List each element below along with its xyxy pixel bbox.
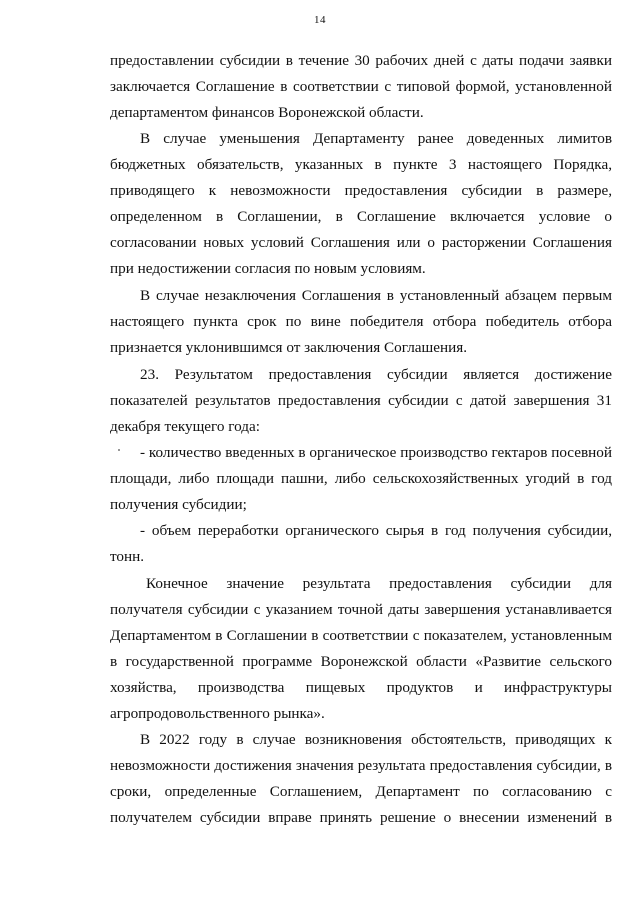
text-line: агропродовольственного рынка». (110, 705, 325, 722)
text-line: согласовании новых условий Соглашения или о расторжении Соглашения (110, 234, 612, 251)
text-line: бюджетных обязательств, указанных в пункте 3 настоящего Порядка, (110, 156, 612, 173)
text-line: невозможности достижения значения результата предоставления субсидии, в (110, 757, 612, 774)
text-line: настоящего пункта срок по вине победителя отбора победитель отбора (110, 313, 612, 330)
paragraph-first-line: Конечное значение результата предоставления субсидии для (146, 575, 612, 592)
text-line: получателем субсидии вправе принять решение о внесении изменений в (110, 809, 612, 826)
text-line: признается уклонившимся от заключения Соглашения. (110, 339, 468, 356)
paragraph-first-line: В 2022 году в случае возникновения обстоятельств, приводящих к (140, 731, 612, 748)
text-line: получателя субсидии с указанием точной даты завершения устанавливается (110, 601, 612, 618)
text-line: приводящего к невозможности предоставления субсидии в размере, (110, 182, 612, 199)
text-line: предоставлении субсидии в течение 30 рабочих дней с даты подачи заявки (110, 52, 612, 69)
text-line: получения субсидии; (110, 496, 247, 513)
text-line: Департаментом в Соглашении в соответствии с показателем, установленным (110, 627, 612, 644)
text-line: тонн. (110, 548, 145, 565)
list-item-first-line: - количество введенных в органическое производство гектаров посевной (140, 444, 612, 461)
paragraph-first-line: В случае незаключения Соглашения в установленный абзацем первым (140, 287, 612, 304)
text-line: хозяйства, производства пищевых продуктов и инфраструктуры (110, 679, 612, 696)
text-line: определенном в Соглашении, в Соглашение включается условие о (110, 208, 612, 225)
text-line: в государственной программе Воронежской области «Развитие сельского (110, 653, 612, 670)
text-line: декабря текущего года: (110, 418, 260, 435)
text-line: департаментом финансов Воронежской области. (110, 104, 424, 121)
text-line: площади, либо площади пашни, либо сельскохозяйственных угодий в год (110, 470, 612, 487)
paragraph-first-line: В случае уменьшения Департаменту ранее доведенных лимитов (140, 130, 612, 147)
text-line: показателей результатов предоставления субсидии с датой завершения 31 (110, 392, 612, 409)
list-item-first-line: - объем переработки органического сырья в год получения субсидии, (140, 522, 612, 539)
scan-speck (118, 449, 120, 451)
text-line: при недостижении согласия по новым условиям. (110, 260, 426, 277)
text-line: заключается Соглашение в соответствии с типовой формой, установленной (110, 78, 612, 95)
page-number: 14 (314, 14, 326, 26)
paragraph-first-line: 23. Результатом предоставления субсидии является достижение (140, 366, 612, 383)
text-line: сроки, определенные Соглашением, Департамент по согласованию с (110, 783, 612, 800)
